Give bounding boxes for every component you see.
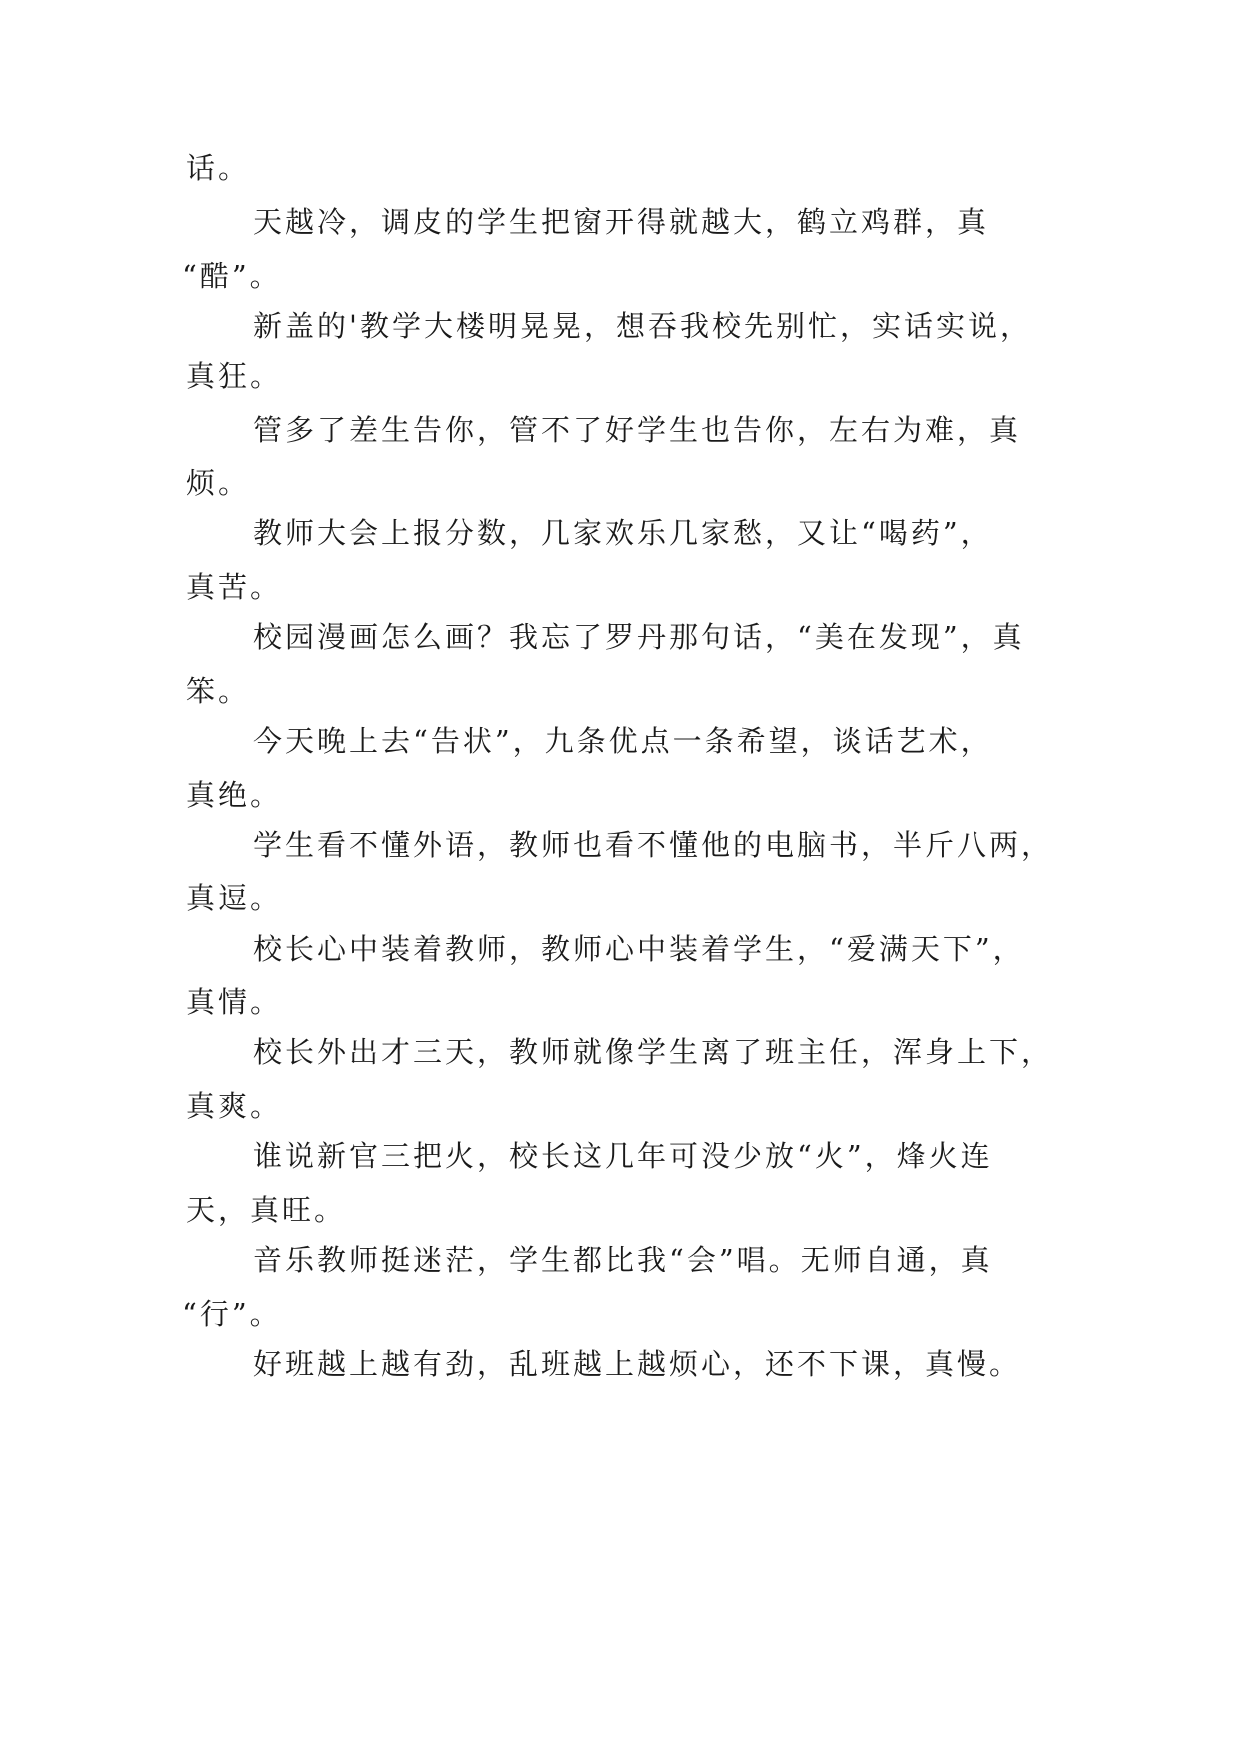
paragraph-line: 音乐教师挺迷茫，学生都比我“会”唱。无师自通，真 bbox=[253, 1243, 993, 1277]
text-line: “行”。 bbox=[182, 1297, 282, 1331]
paragraph-line: 新盖的'教学大楼明晃晃，想吞我校先别忙，实话实说， bbox=[253, 309, 1032, 343]
text-line: 真苦。 bbox=[186, 570, 283, 604]
text-line: 真爽。 bbox=[186, 1089, 283, 1123]
paragraph-line: 校园漫画怎么画？我忘了罗丹那句话，“美在发现”，真 bbox=[253, 620, 1025, 654]
text-line: 话。 bbox=[186, 151, 251, 185]
text-line: 烦。 bbox=[186, 466, 251, 500]
text-line: 天，真旺。 bbox=[186, 1193, 347, 1227]
paragraph-line: 今天晚上去“告状”，九条优点一条希望，谈话艺术， bbox=[253, 724, 993, 758]
text-line: 真绝。 bbox=[186, 778, 283, 812]
text-line: 真狂。 bbox=[186, 359, 283, 393]
text-line: 真情。 bbox=[186, 985, 283, 1019]
text-line: “酷”。 bbox=[182, 259, 282, 293]
paragraph-line: 校长外出才三天，教师就像学生离了班主任，浑身上下， bbox=[253, 1035, 1054, 1069]
paragraph-line: 校长心中装着教师，教师心中装着学生，“爱满天下”， bbox=[253, 932, 1025, 966]
paragraph-line: 学生看不懂外语，教师也看不懂他的电脑书，半斤八两， bbox=[253, 828, 1054, 862]
text-line: 笨。 bbox=[186, 674, 251, 708]
paragraph-line: 好班越上越有劲，乱班越上越烦心，还不下课，真慢。 bbox=[253, 1347, 1022, 1381]
paragraph-line: 管多了差生告你，管不了好学生也告你，左右为难，真 bbox=[253, 413, 1022, 447]
paragraph-line: 天越冷，调皮的学生把窗开得就越大，鹤立鸡群，真 bbox=[253, 205, 990, 239]
paragraph-line: 教师大会上报分数，几家欢乐几家愁，又让“喝药”， bbox=[253, 516, 993, 550]
text-line: 真逗。 bbox=[186, 881, 283, 915]
paragraph-line: 谁说新官三把火，校长这几年可没少放“火”，烽火连 bbox=[253, 1139, 993, 1173]
